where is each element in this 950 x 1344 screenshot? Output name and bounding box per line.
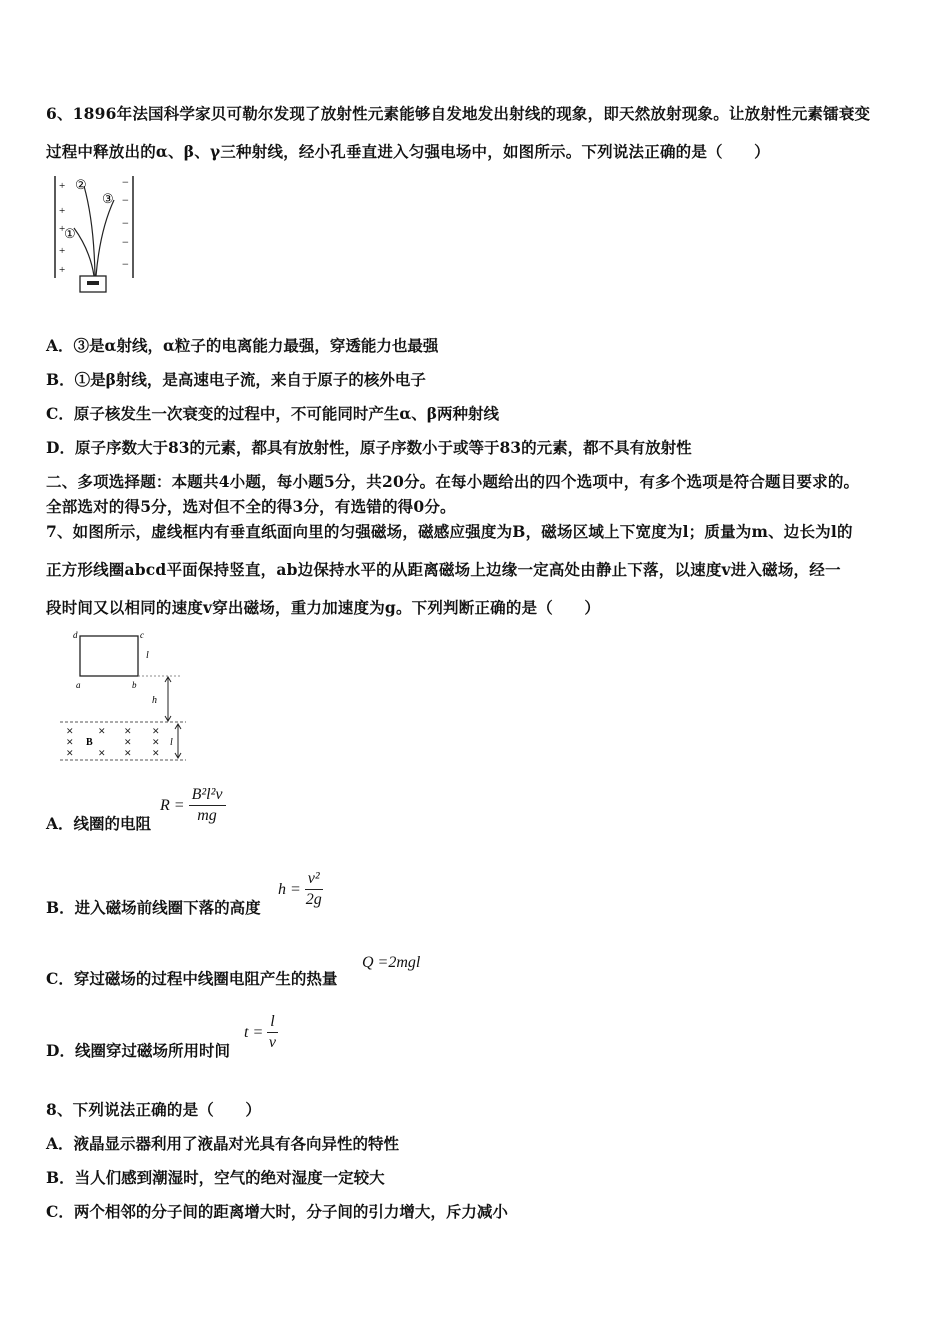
svg-text:✕: ✕ <box>98 748 106 758</box>
q7-option-d-label: D．线圈穿过磁场所用时间 <box>46 1041 230 1060</box>
svg-text:✕: ✕ <box>98 726 106 736</box>
svg-text:−: − <box>122 235 129 249</box>
svg-text:−: − <box>122 257 129 271</box>
svg-text:+: + <box>59 245 66 257</box>
q8-stem: 8、下列说法正确的是（ ） <box>46 1100 262 1119</box>
q6-electric-field-figure <box>50 172 140 296</box>
svg-text:−: − <box>122 216 129 230</box>
svg-text:−: − <box>122 193 129 207</box>
q7-stem-line-3: 段时间又以相同的速度v穿出磁场，重力加速度为g。下列判断正确的是（ ） <box>46 598 601 617</box>
fraction-numerator: v² <box>305 870 323 890</box>
formula-lhs: h = <box>278 880 301 898</box>
svg-text:+: + <box>59 223 66 235</box>
svg-text:b: b <box>132 680 137 690</box>
svg-text:②: ② <box>75 177 87 192</box>
svg-text:✕: ✕ <box>66 737 74 747</box>
svg-text:+: + <box>59 205 66 217</box>
formula-fraction <box>305 870 323 909</box>
formula-lhs: R = <box>160 796 185 814</box>
svg-text:✕: ✕ <box>152 737 160 747</box>
svg-text:h: h <box>152 695 157 706</box>
svg-text:✕: ✕ <box>124 726 132 736</box>
fraction-denominator: v <box>268 1034 277 1051</box>
q8-option-c: C．两个相邻的分子间的距离增大时，分子间的引力增大，斥力减小 <box>46 1202 508 1221</box>
q6-option-d: D．原子序数大于83的元素，都具有放射性，原子序数小于或等于83的元素，都不具有放射性 <box>46 438 692 457</box>
section2-instructions-line-2: 全部选对的得5分，选对但不全的得3分，有选错的得0分。 <box>46 497 456 516</box>
svg-text:✕: ✕ <box>66 726 74 736</box>
q8-option-a: A．液晶显示器利用了液晶对光具有各向异性的特性 <box>46 1134 400 1153</box>
q7-option-b-formula <box>278 870 323 909</box>
svg-text:c: c <box>140 630 144 640</box>
q7-stem-line-2: 正方形线圈abcd平面保持竖直，ab边保持水平的从距离磁场上边缘一定高处由静止下落，以速度v进入磁场，经一 <box>46 560 841 579</box>
q6-option-a: A．③是α射线，α粒子的电离能力最强，穿透能力也最强 <box>46 336 439 355</box>
q7-option-d-formula <box>244 1013 278 1052</box>
svg-text:✕: ✕ <box>66 748 74 758</box>
svg-text:−: − <box>122 175 129 189</box>
formula-fraction <box>189 786 226 825</box>
svg-text:d: d <box>73 630 78 640</box>
svg-text:l: l <box>170 737 173 748</box>
formula-lhs: t = <box>244 1023 264 1041</box>
q7-stem-line-1: 7、如图所示，虚线框内有垂直纸面向里的匀强磁场，磁感应强度为B，磁场区域上下宽度为l；质量为m、边长为l的 <box>46 522 853 541</box>
svg-text:a: a <box>76 680 81 690</box>
svg-text:✕: ✕ <box>152 748 160 758</box>
q7-option-c-formula: Q =2mgl <box>362 954 421 971</box>
q6-stem-line-2: 过程中释放出的α、β、γ三种射线，经小孔垂直进入匀强电场中，如图所示。下列说法正确的是（ ） <box>46 142 770 161</box>
svg-text:①: ① <box>64 226 76 241</box>
q7-option-a-label: A．线圈的电阻 <box>46 814 152 833</box>
svg-text:✕: ✕ <box>124 737 132 747</box>
q6-stem-line-1: 6、1896年法国科学家贝可勒尔发现了放射性元素能够自发地发出射线的现象，即天然放射现象。让放射性元素镭衰变 <box>46 104 871 123</box>
q6-option-c: C．原子核发生一次衰变的过程中，不可能同时产生α、β两种射线 <box>46 404 500 423</box>
q7-option-a-formula <box>160 786 226 825</box>
svg-text:+: + <box>59 180 66 192</box>
svg-text:+: + <box>59 264 66 276</box>
fraction-numerator: B²l²v <box>189 786 226 806</box>
fraction-denominator: 2g <box>305 891 322 908</box>
q7-option-b-label: B．进入磁场前线圈下落的高度 <box>46 898 261 917</box>
fraction-denominator: mg <box>197 807 217 824</box>
fraction-numerator: l <box>267 1013 277 1033</box>
q8-option-b: B．当人们感到潮湿时，空气的绝对湿度一定较大 <box>46 1168 385 1187</box>
q6-option-b: B．①是β射线，是高速电子流，来自于原子的核外电子 <box>46 370 426 389</box>
svg-text:l: l <box>146 650 149 661</box>
svg-text:③: ③ <box>102 191 114 206</box>
svg-text:B: B <box>86 737 93 748</box>
svg-text:✕: ✕ <box>152 726 160 736</box>
section2-instructions-line-1: 二、多项选择题：本题共4小题，每小题5分，共20分。在每小题给出的四个选项中，有多个选项是符合题目要求的。 <box>46 472 860 491</box>
formula-fraction <box>267 1013 277 1052</box>
q7-magnetic-field-figure <box>58 628 198 764</box>
q7-option-c-label: C．穿过磁场的过程中线圈电阻产生的热量 <box>46 969 338 988</box>
svg-text:✕: ✕ <box>124 748 132 758</box>
